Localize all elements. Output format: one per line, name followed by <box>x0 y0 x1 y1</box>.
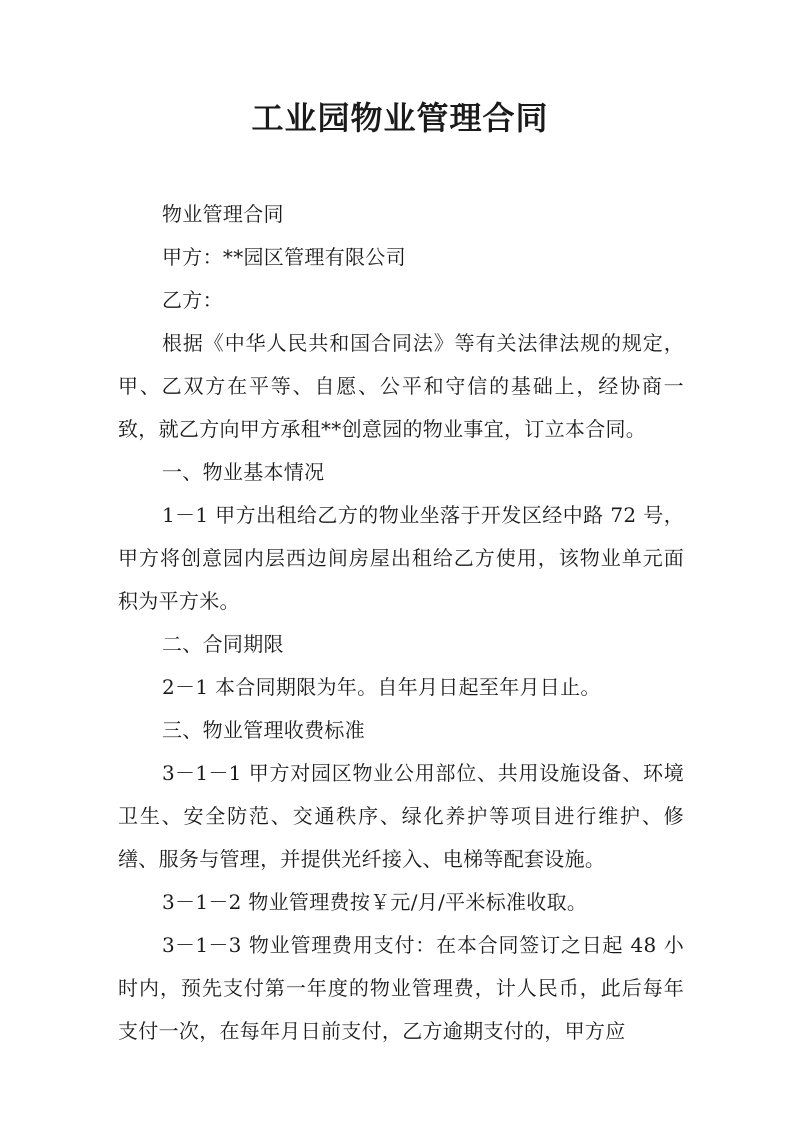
section-heading-2: 二、合同期限 <box>162 632 284 656</box>
preamble-paragraph: 根据《中华人民共和国合同法》等有关法律法规的规定，甲、乙双方在平等、自愿、公平和守信的基础上，经协商一致，就乙方向甲方承租**创意园的物业事宜，订立本合同。 <box>118 331 684 441</box>
clause-3-1-1: 3－1－1 甲方对园区物业公用部位、共用设施设备、环境卫生、安全防范、交通秩序、绿化养护等项目进行维护、修缮、服务与管理，并提供光纤接入、电梯等配套设施。 <box>118 761 684 871</box>
clause-3-1-3: 3－1－3 物业管理费用支付：在本合同签订之日起 48 小时内，预先支付第一年度的物业管理费，计人民币，此后每年支付一次，在每年月日前支付，乙方逾期支付的，甲方应 <box>118 933 684 1043</box>
party-a-line: 甲方：**园区管理有限公司 <box>162 245 406 269</box>
document-body <box>118 193 684 1053</box>
paragraph-heading: 物业管理合同 <box>162 202 284 226</box>
party-b-line: 乙方： <box>162 288 223 312</box>
clause-3-1-2: 3－1－2 物业管理费按￥元/月/平米标准收取。 <box>162 890 588 914</box>
section-heading-3: 三、物业管理收费标准 <box>162 718 365 742</box>
section-heading-1: 一、物业基本情况 <box>162 460 325 484</box>
clause-1-1: 1－1 甲方出租给乙方的物业坐落于开发区经中路 72 号，甲方将创意园内层西边间房屋出租给乙方使用，该物业单元面积为平方米。 <box>118 503 684 613</box>
clause-2-1: 2－1 本合同期限为年。自年月日起至年月日止。 <box>162 675 601 699</box>
document-title: 工业园物业管理合同 <box>251 99 549 137</box>
